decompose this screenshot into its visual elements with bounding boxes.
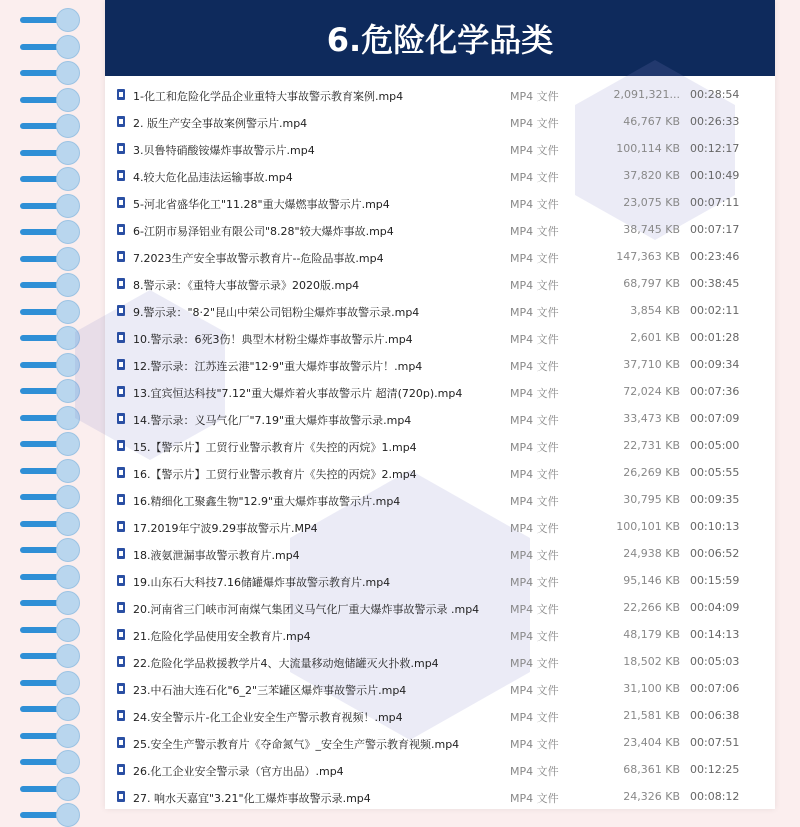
file-type: MP4 文件 (510, 225, 559, 238)
spiral-ring (20, 595, 80, 609)
file-duration: 00:02:11 (690, 304, 740, 317)
video-file-icon (117, 251, 125, 262)
file-row[interactable] (105, 595, 775, 622)
file-name: 16.精细化工聚鑫生物"12.9"重大爆炸事故警示片.mp4 (133, 495, 401, 508)
video-file-icon (117, 575, 125, 586)
spiral-ring (20, 754, 80, 768)
file-row[interactable] (105, 433, 775, 460)
file-size: 30,795 KB (623, 493, 680, 506)
video-file-icon (117, 602, 125, 613)
video-file-icon (117, 656, 125, 667)
file-size: 3,854 KB (630, 304, 680, 317)
file-name: 12.警示录：江苏连云港"12·9"重大爆炸事故警示片！.mp4 (133, 360, 423, 373)
file-duration: 00:08:12 (690, 790, 740, 803)
video-file-icon (117, 197, 125, 208)
file-type: MP4 文件 (510, 765, 559, 778)
video-file-icon (117, 521, 125, 532)
video-file-icon (117, 548, 125, 559)
file-name: 26.化工企业安全警示录（官方出品）.mp4 (133, 765, 344, 778)
video-file-icon (117, 143, 125, 154)
file-type: MP4 文件 (510, 306, 559, 319)
file-size: 33,473 KB (623, 412, 680, 425)
file-type: MP4 文件 (510, 792, 559, 805)
file-name: 22.危险化学品救援教学片4、大流量移动炮储罐灭火扑救.mp4 (133, 657, 439, 670)
video-file-icon (117, 683, 125, 694)
spiral-ring (20, 516, 80, 530)
file-type: MP4 文件 (510, 252, 559, 265)
file-type: MP4 文件 (510, 549, 559, 562)
file-name: 8.警示录：《重特大事故警示录》2020版.mp4 (133, 279, 360, 292)
file-type: MP4 文件 (510, 684, 559, 697)
file-name: 19.山东石大科技7.16储罐爆炸事故警示教育片.mp4 (133, 576, 391, 589)
file-name: 6-江阴市易泽铝业有限公司"8.28"较大爆炸事故.mp4 (133, 225, 394, 238)
spiral-ring (20, 198, 80, 212)
file-name: 25.安全生产警示教育片《夺命氮气》_安全生产警示教育视频.mp4 (133, 738, 460, 751)
file-size: 18,502 KB (623, 655, 680, 668)
file-name: 16.【警示片】工贸行业警示教育片《失控的丙烷》2.mp4 (133, 468, 417, 481)
file-row[interactable] (105, 136, 775, 163)
file-row[interactable] (105, 757, 775, 784)
file-duration: 00:07:11 (690, 196, 740, 209)
file-row[interactable] (105, 568, 775, 595)
file-duration: 00:06:52 (690, 547, 740, 560)
video-file-icon (117, 278, 125, 289)
spiral-ring (20, 728, 80, 742)
spiral-ring (20, 39, 80, 53)
file-size: 23,075 KB (623, 196, 680, 209)
video-file-icon (117, 413, 125, 424)
file-type: MP4 文件 (510, 603, 559, 616)
video-file-icon (117, 710, 125, 721)
file-duration: 00:05:55 (690, 466, 740, 479)
file-name: 9.警示录："8·2"昆山中荣公司铝粉尘爆炸事故警示录.mp4 (133, 306, 420, 319)
video-file-icon (117, 629, 125, 640)
spiral-ring (20, 648, 80, 662)
file-size: 22,731 KB (623, 439, 680, 452)
file-row[interactable] (105, 109, 775, 136)
file-type: MP4 文件 (510, 117, 559, 130)
file-duration: 00:26:33 (690, 115, 740, 128)
file-type: MP4 文件 (510, 90, 559, 103)
file-type: MP4 文件 (510, 657, 559, 670)
video-file-icon (117, 116, 125, 127)
file-row[interactable] (105, 460, 775, 487)
video-file-icon (117, 737, 125, 748)
file-size: 24,938 KB (623, 547, 680, 560)
file-name: 2. 版生产安全事故案例警示片.mp4 (133, 117, 308, 130)
file-row[interactable] (105, 82, 775, 109)
spiral-ring (20, 330, 80, 344)
spiral-ring (20, 383, 80, 397)
video-file-icon (117, 467, 125, 478)
file-duration: 00:23:46 (690, 250, 740, 263)
file-duration: 00:07:09 (690, 412, 740, 425)
video-file-icon (117, 89, 125, 100)
spiral-ring (20, 463, 80, 477)
file-type: MP4 文件 (510, 171, 559, 184)
file-duration: 00:07:36 (690, 385, 740, 398)
file-duration: 00:04:09 (690, 601, 740, 614)
file-size: 68,797 KB (623, 277, 680, 290)
spiral-ring (20, 357, 80, 371)
file-name: 3.贝鲁特硝酸铵爆炸事故警示片.mp4 (133, 144, 315, 157)
file-row[interactable] (105, 379, 775, 406)
file-row[interactable] (105, 244, 775, 271)
file-size: 24,326 KB (623, 790, 680, 803)
file-duration: 00:28:54 (690, 88, 740, 101)
spiral-ring (20, 65, 80, 79)
file-type: MP4 文件 (510, 522, 559, 535)
file-size: 21,581 KB (623, 709, 680, 722)
file-row[interactable] (105, 190, 775, 217)
file-type: MP4 文件 (510, 576, 559, 589)
video-file-icon (117, 224, 125, 235)
file-duration: 00:09:35 (690, 493, 740, 506)
spiral-ring (20, 224, 80, 238)
spiral-ring (20, 542, 80, 556)
video-file-icon (117, 791, 125, 802)
video-file-icon (117, 386, 125, 397)
file-row[interactable] (105, 406, 775, 433)
file-size: 38,745 KB (623, 223, 680, 236)
spiral-ring (20, 251, 80, 265)
file-list-panel (105, 0, 775, 809)
file-row[interactable] (105, 217, 775, 244)
file-type: MP4 文件 (510, 279, 559, 292)
spiral-ring (20, 92, 80, 106)
file-type: MP4 文件 (510, 144, 559, 157)
video-file-icon (117, 764, 125, 775)
file-name: 18.液氨泄漏事故警示教育片.mp4 (133, 549, 300, 562)
file-name: 10.警示录：6死3伤！典型木材粉尘爆炸事故警示片.mp4 (133, 333, 413, 346)
spiral-ring (20, 622, 80, 636)
file-name: 27. 响水天嘉宜"3.21"化工爆炸事故警示录.mp4 (133, 792, 371, 805)
file-size: 37,710 KB (623, 358, 680, 371)
video-file-icon (117, 332, 125, 343)
file-duration: 00:07:17 (690, 223, 740, 236)
file-size: 68,361 KB (623, 763, 680, 776)
file-size: 100,114 KB (616, 142, 680, 155)
video-file-icon (117, 305, 125, 316)
file-duration: 00:14:13 (690, 628, 740, 641)
file-name: 7.2023生产安全事故警示教育片--危险品事故.mp4 (133, 252, 384, 265)
spiral-ring (20, 701, 80, 715)
spiral-ring (20, 304, 80, 318)
file-size: 48,179 KB (623, 628, 680, 641)
file-type: MP4 文件 (510, 198, 559, 211)
file-type: MP4 文件 (510, 711, 559, 724)
file-duration: 00:12:25 (690, 763, 740, 776)
file-name: 13.宜宾恒达科技"7.12"重大爆炸着火事故警示片 超清(720p).mp4 (133, 387, 463, 400)
file-list (105, 82, 775, 811)
file-row[interactable] (105, 703, 775, 730)
file-row[interactable] (105, 325, 775, 352)
file-duration: 00:01:28 (690, 331, 740, 344)
file-size: 22,266 KB (623, 601, 680, 614)
file-duration: 00:07:06 (690, 682, 740, 695)
spiral-ring (20, 171, 80, 185)
spiral-ring (20, 807, 80, 821)
video-file-icon (117, 170, 125, 181)
category-title: 6.危险化学品类 (105, 0, 775, 76)
file-size: 95,146 KB (623, 574, 680, 587)
file-name: 14.警示录：义马气化厂"7.19"重大爆炸事故警示录.mp4 (133, 414, 412, 427)
file-row[interactable] (105, 541, 775, 568)
file-size: 72,024 KB (623, 385, 680, 398)
file-row[interactable] (105, 487, 775, 514)
file-duration: 00:06:38 (690, 709, 740, 722)
file-type: MP4 文件 (510, 738, 559, 751)
spiral-ring (20, 569, 80, 583)
file-row[interactable] (105, 514, 775, 541)
spiral-ring (20, 410, 80, 424)
file-row[interactable] (105, 622, 775, 649)
spiral-ring (20, 436, 80, 450)
spiral-ring (20, 12, 80, 26)
file-type: MP4 文件 (510, 387, 559, 400)
file-duration: 00:12:17 (690, 142, 740, 155)
file-size: 37,820 KB (623, 169, 680, 182)
file-row[interactable] (105, 163, 775, 190)
file-name: 5-河北省盛华化工"11.28"重大爆燃事故警示片.mp4 (133, 198, 390, 211)
file-type: MP4 文件 (510, 441, 559, 454)
video-file-icon (117, 359, 125, 370)
file-duration: 00:07:51 (690, 736, 740, 749)
file-duration: 00:10:49 (690, 169, 740, 182)
file-type: MP4 文件 (510, 495, 559, 508)
file-name: 1-化工和危险化学品企业重特大事故警示教育案例.mp4 (133, 90, 404, 103)
file-duration: 00:38:45 (690, 277, 740, 290)
file-type: MP4 文件 (510, 468, 559, 481)
file-row[interactable] (105, 730, 775, 757)
spiral-ring (20, 145, 80, 159)
file-size: 23,404 KB (623, 736, 680, 749)
file-type: MP4 文件 (510, 360, 559, 373)
file-name: 23.中石油大连石化"6_2"三苯罐区爆炸事故警示片.mp4 (133, 684, 407, 697)
file-row[interactable] (105, 271, 775, 298)
spiral-ring (20, 675, 80, 689)
file-row[interactable] (105, 298, 775, 325)
file-name: 17.2019年宁波9.29事故警示片.MP4 (133, 522, 318, 535)
file-size: 31,100 KB (623, 682, 680, 695)
file-name: 21.危险化学品使用安全教育片.mp4 (133, 630, 311, 643)
file-row[interactable] (105, 649, 775, 676)
file-type: MP4 文件 (510, 414, 559, 427)
file-size: 147,363 KB (616, 250, 680, 263)
file-size: 46,767 KB (623, 115, 680, 128)
file-duration: 00:15:59 (690, 574, 740, 587)
spiral-ring (20, 489, 80, 503)
file-type: MP4 文件 (510, 630, 559, 643)
file-name: 4.较大危化品违法运输事故.mp4 (133, 171, 293, 184)
video-file-icon (117, 440, 125, 451)
file-row[interactable] (105, 352, 775, 379)
spiral-ring (20, 277, 80, 291)
file-size: 2,601 KB (630, 331, 680, 344)
file-size: 26,269 KB (623, 466, 680, 479)
file-row[interactable] (105, 784, 775, 811)
file-duration: 00:05:00 (690, 439, 740, 452)
file-duration: 00:05:03 (690, 655, 740, 668)
spiral-ring (20, 118, 80, 132)
file-duration: 00:09:34 (690, 358, 740, 371)
file-size: 100,101 KB (616, 520, 680, 533)
video-file-icon (117, 494, 125, 505)
file-name: 24.安全警示片-化工企业安全生产警示教育视频！.mp4 (133, 711, 403, 724)
spiral-ring (20, 781, 80, 795)
file-name: 20.河南省三门峡市河南煤气集团义马气化厂重大爆炸事故警示录 .mp4 (133, 603, 480, 616)
file-row[interactable] (105, 676, 775, 703)
file-duration: 00:10:13 (690, 520, 740, 533)
file-size: 2,091,321... (613, 88, 680, 101)
file-name: 15.【警示片】工贸行业警示教育片《失控的丙烷》1.mp4 (133, 441, 417, 454)
file-type: MP4 文件 (510, 333, 559, 346)
